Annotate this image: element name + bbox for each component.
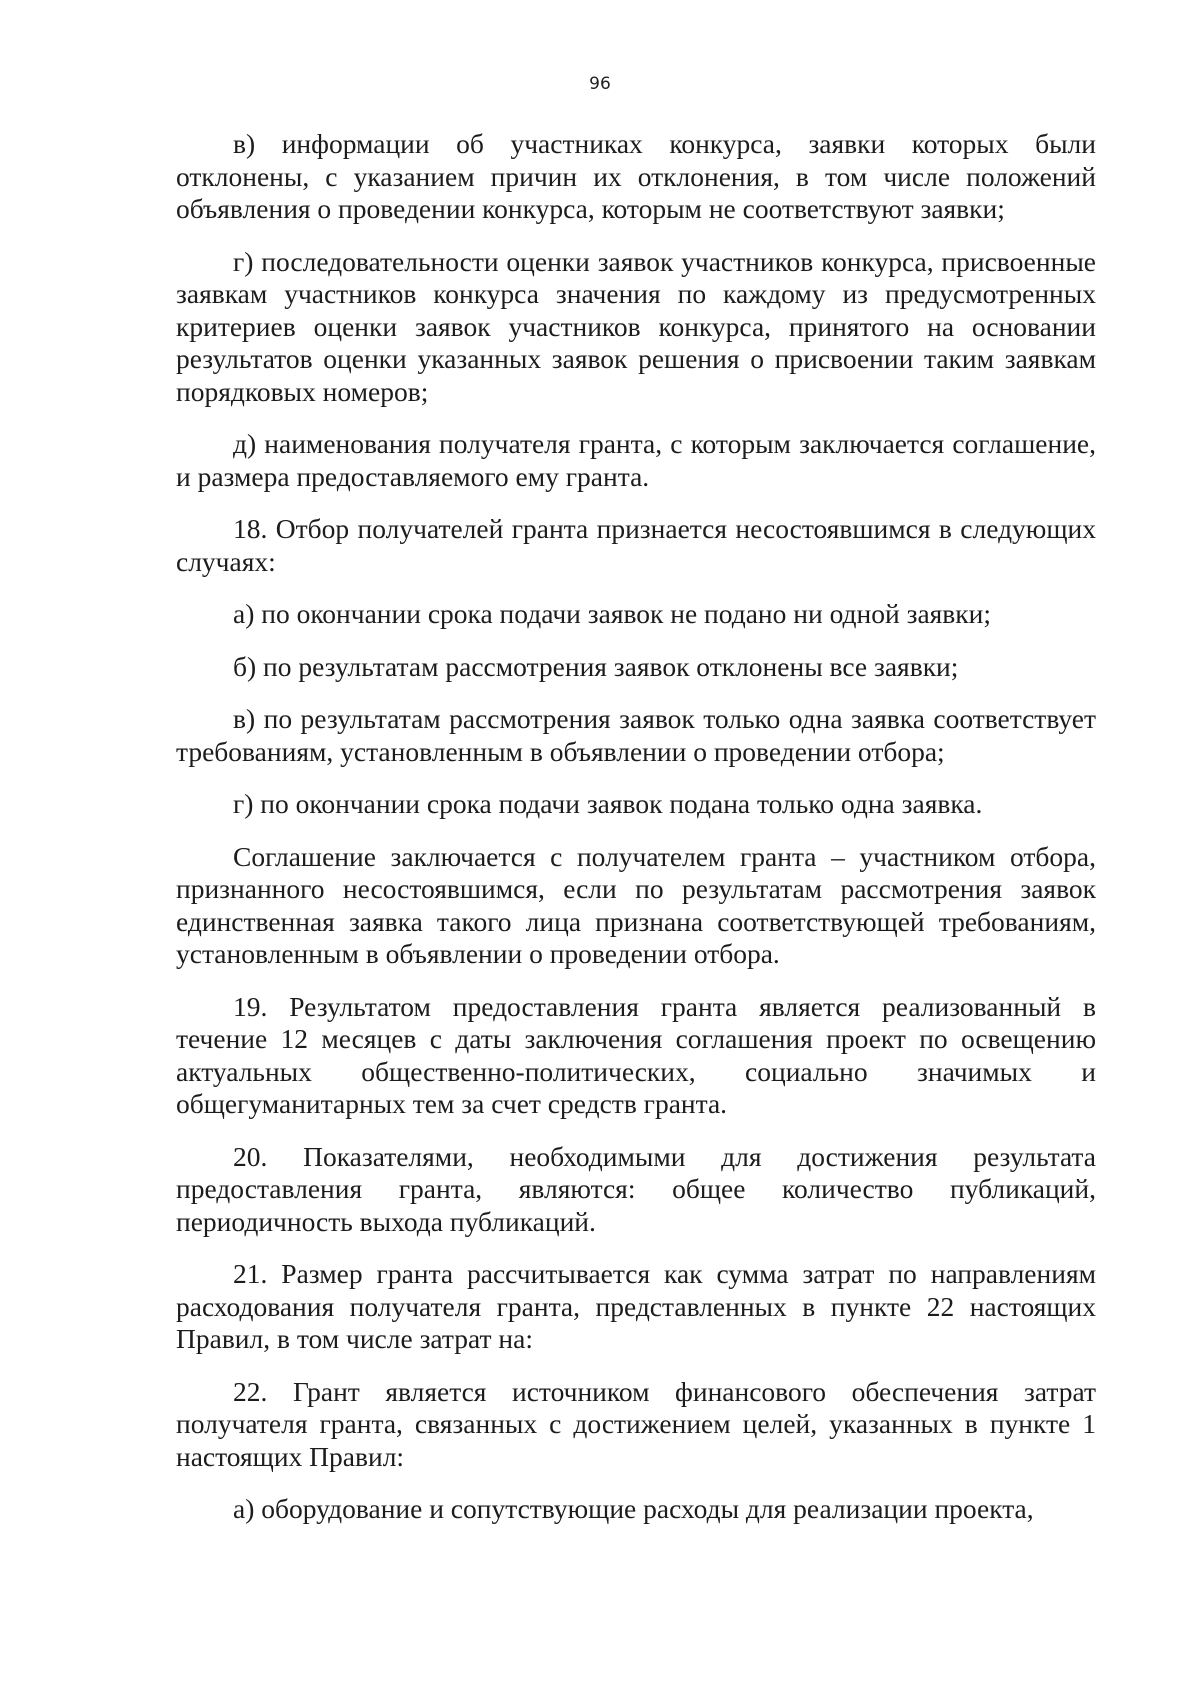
paragraph-v-rejected-info: в) информации об участниках конкурса, заявки которых были отклонены, с указанием причин их отклонения, в том числе положений объявления о проведении конкурса, которым не соответствуют заявки; xyxy=(176,128,1096,224)
paragraph-19-result: 19. Результатом предоставления гранта является реализованный в течение 12 месяцев с даты заключения соглашения проект по освещению актуальных общественно-политических, социально значимых и общегуманитарных тем за счет средств гранта. xyxy=(176,990,1096,1119)
paragraph-20-indicators: 20. Показателями, необходимыми для достижения результата предоставления гранта, являются: общее количество публикаций, периодичность выхода публикаций. xyxy=(176,1140,1096,1237)
paragraph-v-one-application-compliant: в) по результатам рассмотрения заявок только одна заявка соответствует требованиям, установленным в объявлении о проведении отбора; xyxy=(176,703,1096,767)
paragraph-a-no-applications: а) по окончании срока подачи заявок не подано ни одной заявки; xyxy=(233,598,991,629)
page-number: 96 xyxy=(589,74,611,94)
paragraph-18-selection-failed: 18. Отбор получателей гранта признается несостоявшимся в следующих случаях: xyxy=(176,513,1096,577)
paragraph-g-evaluation-sequence: г) последовательности оценки заявок участников конкурса, присвоенные заявкам участников конкурса значения по каждому из предусмотренных критериев оценки заявок участников конкурса, принятого на основании результатов оценки указанных заявок решения о присвоении таким заявкам порядковых номеров; xyxy=(176,245,1096,407)
paragraph-a-equipment: а) оборудование и сопутствующие расходы для реализации проекта, xyxy=(233,1493,1034,1524)
paragraph-agreement: Соглашение заключается с получателем гранта – участником отбора, признанного несостоявшимся, если по результатам рассмотрения заявок единственная заявка такого лица признана соответствующей требованиям, установленным в объявлении о проведении отбора. xyxy=(176,840,1096,969)
document-body xyxy=(176,128,1096,1546)
paragraph-b-all-rejected: б) по результатам рассмотрения заявок отклонены все заявки; xyxy=(233,650,959,682)
paragraph-21-grant-size: 21. Размер гранта рассчитывается как сумма затрат по направлениям расходования получателя гранта, представленных в пункте 22 настоящих Правил, в том числе затрат на: xyxy=(176,1258,1096,1354)
paragraph-22-grant-source: 22. Грант является источником финансового обеспечения затрат получателя гранта, связанных с достижением целей, указанных в пункте 1 настоящих Правил: xyxy=(176,1375,1096,1472)
paragraph-g-one-application-submitted: г) по окончании срока подачи заявок подана только одна заявка. xyxy=(233,788,983,819)
paragraph-d-grant-recipient: д) наименования получателя гранта, с которым заключается соглашение, и размера предоставляемого ему гранта. xyxy=(176,428,1096,492)
